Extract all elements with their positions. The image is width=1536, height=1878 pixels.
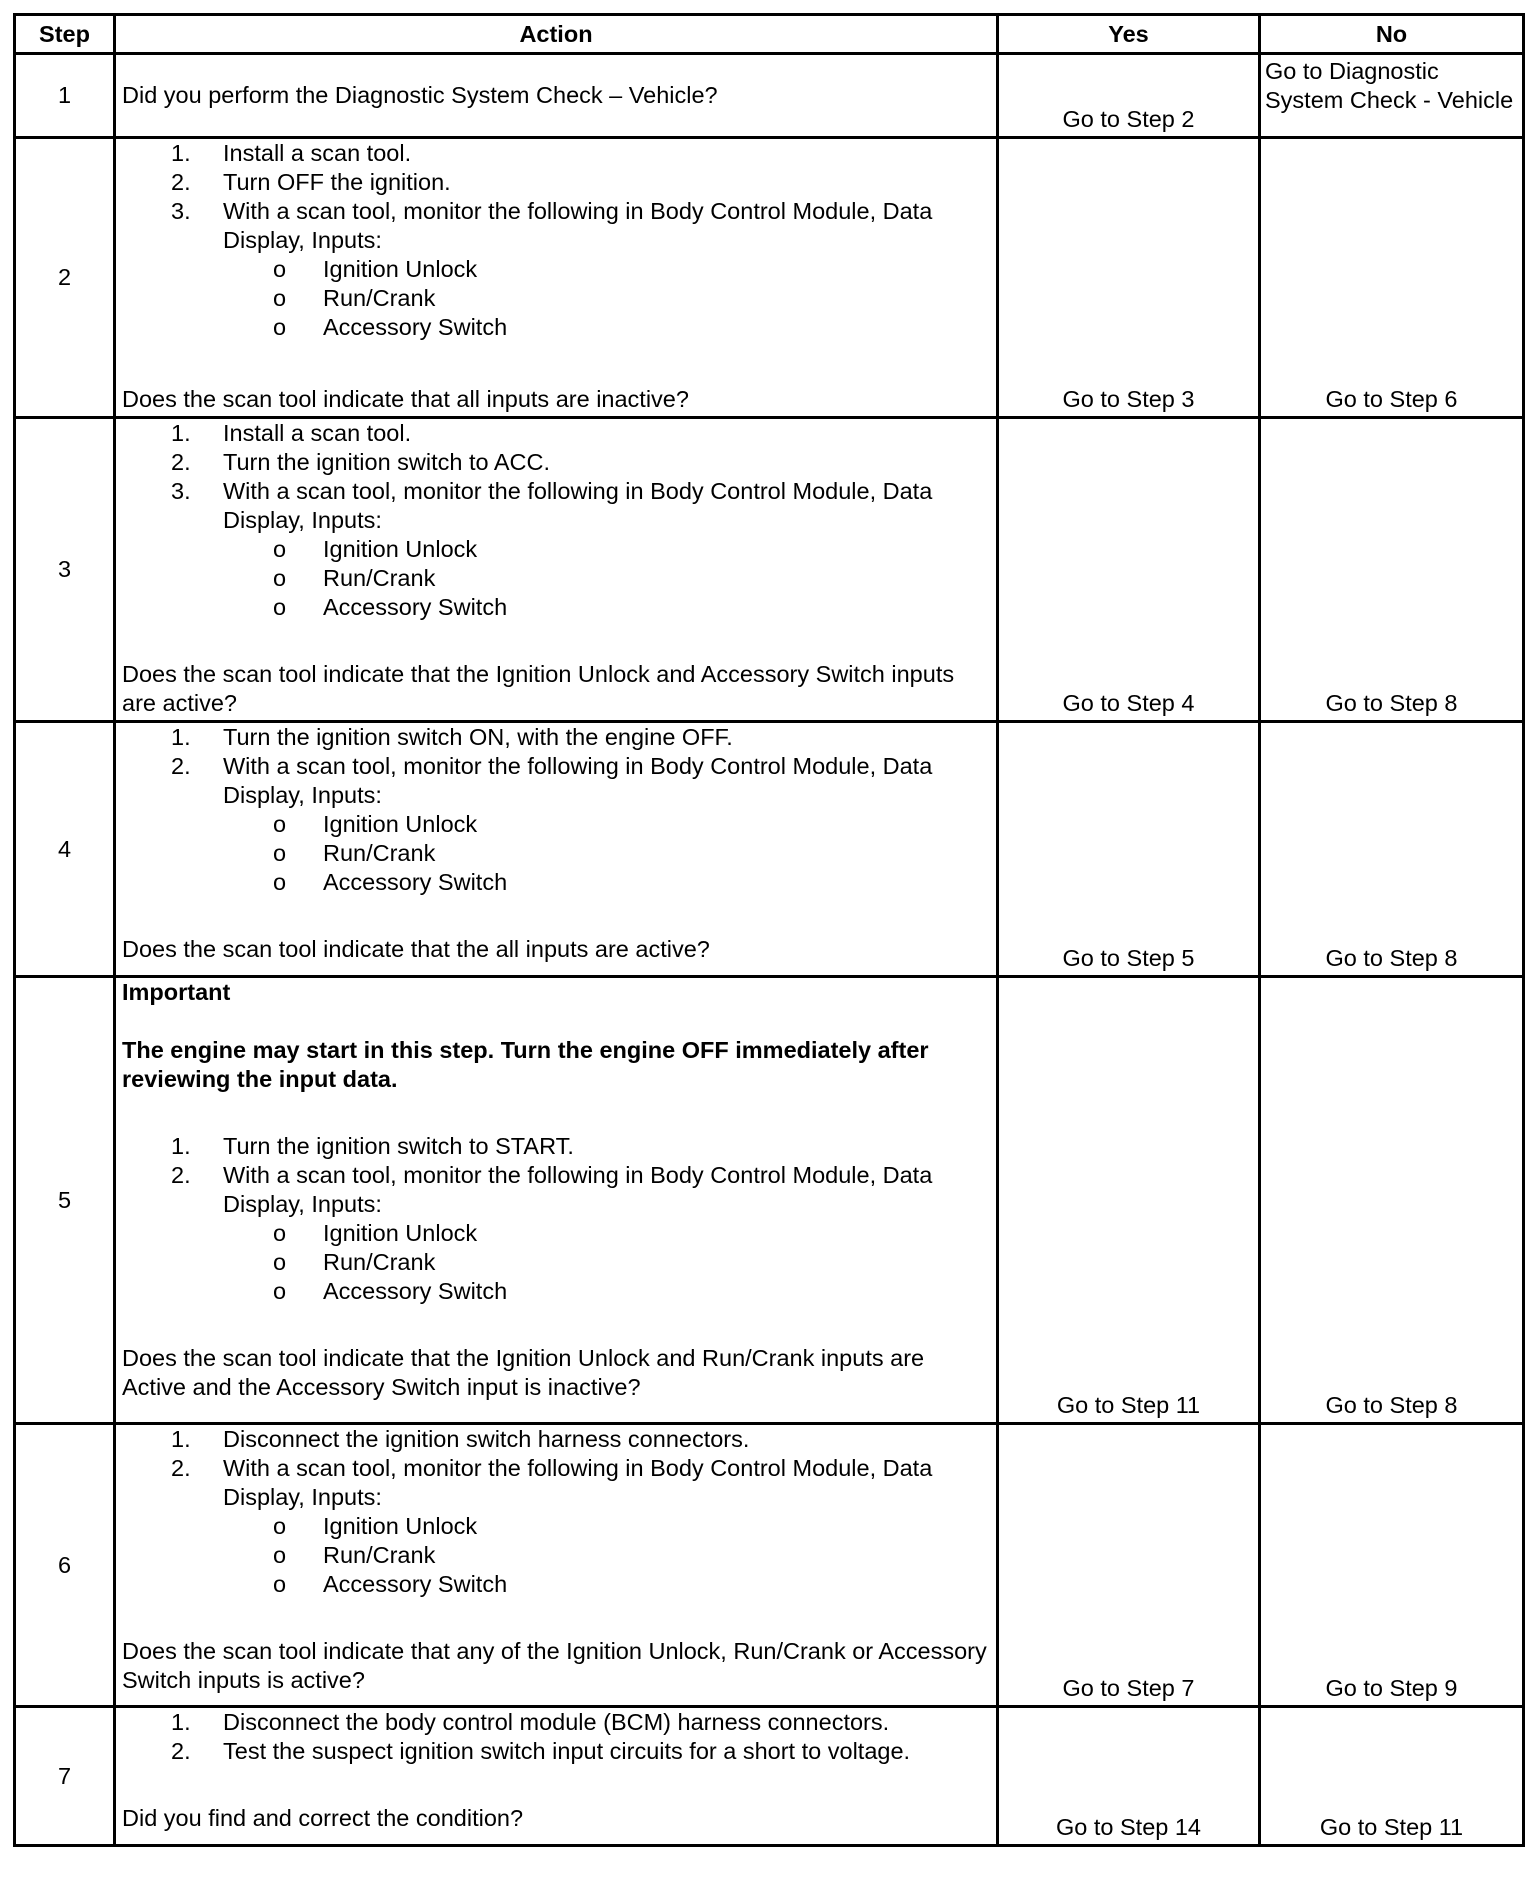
header-step: Step — [15, 15, 115, 54]
action-question: Did you perform the Diagnostic System Check – Vehicle? — [122, 82, 718, 108]
list-text: Accessory Switch — [323, 869, 508, 895]
instruction-list — [122, 419, 988, 535]
list-number: 1. — [171, 1709, 191, 1735]
list-number: 2. — [171, 1455, 191, 1481]
input-list — [122, 1512, 988, 1599]
list-text: Turn the ignition switch ON, with the engine OFF. — [223, 724, 733, 750]
list-text: With a scan tool, monitor the following in Body Control Module, Data Display, Inputs: — [223, 1455, 933, 1510]
table-row-step-5 — [15, 977, 1524, 1424]
bullet-icon: o — [273, 840, 287, 866]
instruction-list — [122, 1132, 988, 1219]
list-item — [122, 284, 988, 313]
bullet-icon: o — [273, 256, 287, 282]
list-item — [122, 1132, 988, 1161]
table-row-step-7 — [15, 1707, 1524, 1846]
list-item — [122, 1277, 988, 1306]
list-item — [122, 168, 988, 197]
yes-cell: Go to Step 4 — [998, 418, 1260, 722]
table-header-row — [15, 15, 1524, 54]
list-item — [122, 419, 988, 448]
list-item — [122, 1219, 988, 1248]
table-row-step-1 — [15, 54, 1524, 138]
yes-cell: Go to Step 14 — [998, 1707, 1260, 1846]
important-title: Important — [122, 979, 231, 1005]
list-text: Test the suspect ignition switch input circuits for a short to voltage. — [223, 1738, 911, 1764]
instruction-list — [122, 139, 988, 255]
step-number: 1 — [15, 54, 115, 138]
important-notice: The engine may start in this step. Turn the engine OFF immediately after reviewing the input data. — [122, 1037, 929, 1092]
list-text: Run/Crank — [323, 565, 436, 591]
yes-cell: Go to Step 3 — [998, 138, 1260, 418]
action-cell — [115, 977, 998, 1424]
list-text: Run/Crank — [323, 1249, 436, 1275]
list-text: Install a scan tool. — [223, 420, 412, 446]
no-cell: Go to Step 11 — [1260, 1707, 1524, 1846]
list-item — [122, 139, 988, 168]
list-item — [122, 1737, 988, 1766]
bullet-icon: o — [273, 285, 287, 311]
list-text: Ignition Unlock — [323, 1220, 478, 1246]
diagnostic-table — [13, 13, 1525, 1847]
list-item — [122, 448, 988, 477]
table-row-step-4 — [15, 722, 1524, 977]
list-text: Ignition Unlock — [323, 536, 478, 562]
bullet-icon: o — [273, 1278, 287, 1304]
list-item — [122, 1512, 988, 1541]
instruction-list — [122, 1708, 988, 1766]
bullet-icon: o — [273, 1542, 287, 1568]
list-text: With a scan tool, monitor the following in Body Control Module, Data Display, Inputs: — [223, 753, 933, 808]
list-item — [122, 313, 988, 342]
list-item — [122, 1570, 988, 1599]
list-text: Turn the ignition switch to ACC. — [223, 449, 550, 475]
table-row-step-3 — [15, 418, 1524, 722]
yes-cell: Go to Step 2 — [998, 54, 1260, 138]
no-cell: Go to Step 8 — [1260, 722, 1524, 977]
list-item — [122, 1161, 988, 1219]
bullet-icon: o — [273, 869, 287, 895]
input-list — [122, 535, 988, 622]
step-number: 6 — [15, 1424, 115, 1707]
step-number: 3 — [15, 418, 115, 722]
list-item — [122, 810, 988, 839]
list-item — [122, 255, 988, 284]
action-cell — [115, 1424, 998, 1707]
list-text: Accessory Switch — [323, 1571, 508, 1597]
list-number: 1. — [171, 1133, 191, 1159]
table-row-step-6 — [15, 1424, 1524, 1707]
action-cell — [115, 418, 998, 722]
input-list — [122, 1219, 988, 1306]
list-number: 1. — [171, 724, 191, 750]
no-cell: Go to Step 8 — [1260, 977, 1524, 1424]
step-number: 7 — [15, 1707, 115, 1846]
list-item — [122, 868, 988, 897]
list-item — [122, 564, 988, 593]
list-text: Turn OFF the ignition. — [223, 169, 451, 195]
list-number: 2. — [171, 449, 191, 475]
list-text: Run/Crank — [323, 1542, 436, 1568]
no-cell: Go to Step 6 — [1260, 138, 1524, 418]
list-number: 2. — [171, 753, 191, 779]
list-number: 1. — [171, 1426, 191, 1452]
no-cell: Go to Diagnostic System Check - Vehicle — [1260, 54, 1524, 138]
no-cell: Go to Step 8 — [1260, 418, 1524, 722]
list-number: 1. — [171, 140, 191, 166]
yes-cell: Go to Step 5 — [998, 722, 1260, 977]
list-text: With a scan tool, monitor the following in Body Control Module, Data Display, Inputs: — [223, 198, 933, 253]
bullet-icon: o — [273, 536, 287, 562]
action-cell — [115, 1707, 998, 1846]
bullet-icon: o — [273, 314, 287, 340]
diagnostic-table-container — [13, 13, 1522, 1847]
action-question: Does the scan tool indicate that the Ignition Unlock and Run/Crank inputs are Active and the Accessory Switch input is inactive? — [122, 1345, 925, 1400]
action-cell — [115, 138, 998, 418]
list-number: 3. — [171, 478, 191, 504]
list-item — [122, 1425, 988, 1454]
list-item — [122, 1454, 988, 1512]
list-text: With a scan tool, monitor the following in Body Control Module, Data Display, Inputs: — [223, 478, 933, 533]
bullet-icon: o — [273, 1220, 287, 1246]
list-item — [122, 723, 988, 752]
list-text: Accessory Switch — [323, 594, 508, 620]
input-list — [122, 810, 988, 897]
bullet-icon: o — [273, 1249, 287, 1275]
list-number: 2. — [171, 1162, 191, 1188]
list-item — [122, 1248, 988, 1277]
list-text: Accessory Switch — [323, 314, 508, 340]
action-question: Does the scan tool indicate that any of the Ignition Unlock, Run/Crank or Accessory Switch inputs is active? — [122, 1638, 987, 1693]
list-text: Ignition Unlock — [323, 811, 478, 837]
input-list — [122, 255, 988, 342]
list-item — [122, 197, 988, 255]
instruction-list — [122, 723, 988, 810]
list-item — [122, 839, 988, 868]
yes-cell: Go to Step 11 — [998, 977, 1260, 1424]
list-text: Run/Crank — [323, 840, 436, 866]
action-question: Does the scan tool indicate that the Ignition Unlock and Accessory Switch inputs are active? — [122, 661, 955, 716]
bullet-icon: o — [273, 1571, 287, 1597]
header-action: Action — [115, 15, 998, 54]
table-row-step-2 — [15, 138, 1524, 418]
list-text: Ignition Unlock — [323, 256, 478, 282]
instruction-list — [122, 1425, 988, 1512]
list-number: 3. — [171, 198, 191, 224]
list-text: Ignition Unlock — [323, 1513, 478, 1539]
list-number: 2. — [171, 1738, 191, 1764]
action-question: Does the scan tool indicate that the all inputs are active? — [122, 936, 710, 962]
action-question: Did you find and correct the condition? — [122, 1805, 524, 1831]
action-question: Does the scan tool indicate that all inputs are inactive? — [122, 386, 689, 412]
list-item — [122, 593, 988, 622]
action-cell — [115, 54, 998, 138]
bullet-icon: o — [273, 1513, 287, 1539]
list-text: Turn the ignition switch to START. — [223, 1133, 574, 1159]
list-item — [122, 477, 988, 535]
list-number: 1. — [171, 420, 191, 446]
list-item — [122, 752, 988, 810]
list-text: Disconnect the body control module (BCM) harness connectors. — [223, 1709, 890, 1735]
action-cell — [115, 722, 998, 977]
bullet-icon: o — [273, 565, 287, 591]
step-number: 4 — [15, 722, 115, 977]
list-item — [122, 1708, 988, 1737]
header-no: No — [1260, 15, 1524, 54]
list-number: 2. — [171, 169, 191, 195]
list-text: Accessory Switch — [323, 1278, 508, 1304]
list-item — [122, 535, 988, 564]
no-cell: Go to Step 9 — [1260, 1424, 1524, 1707]
yes-cell: Go to Step 7 — [998, 1424, 1260, 1707]
list-text: Install a scan tool. — [223, 140, 412, 166]
list-text: Disconnect the ignition switch harness connectors. — [223, 1426, 750, 1452]
list-item — [122, 1541, 988, 1570]
header-yes: Yes — [998, 15, 1260, 54]
list-text: Run/Crank — [323, 285, 436, 311]
list-text: With a scan tool, monitor the following in Body Control Module, Data Display, Inputs: — [223, 1162, 933, 1217]
step-number: 2 — [15, 138, 115, 418]
step-number: 5 — [15, 977, 115, 1424]
bullet-icon: o — [273, 811, 287, 837]
bullet-icon: o — [273, 594, 287, 620]
